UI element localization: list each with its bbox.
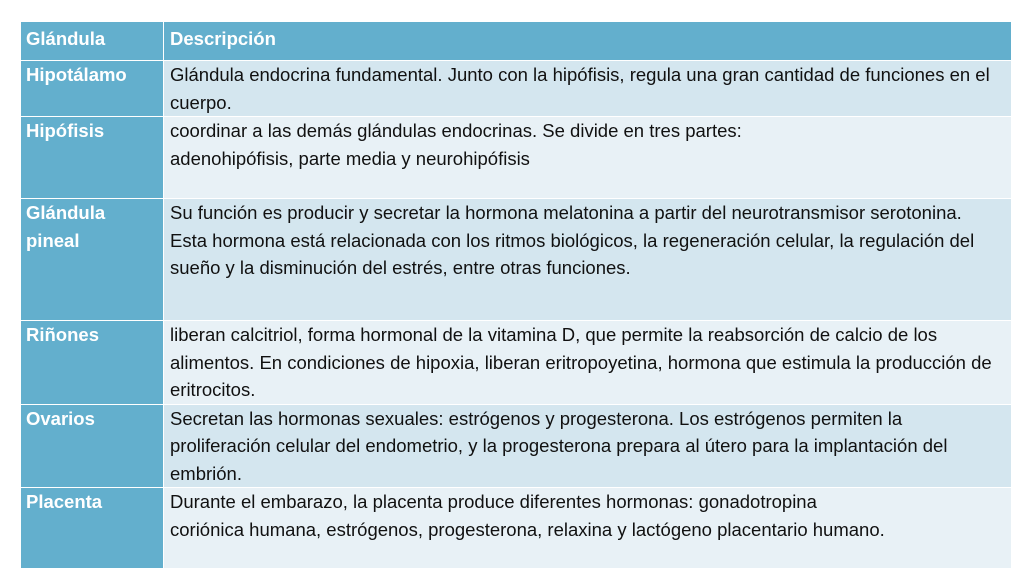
glandula-description: Glándula endocrina fundamental. Junto con la hipófisis, regula una gran cantidad de funciones en el cuerpo.: [164, 61, 1012, 117]
glandula-description: liberan calcitriol, forma hormonal de la vitamina D, que permite la reabsorción de calcio de los alimentos. En condiciones de hipoxia, liberan eritropoyetina, hormona que estimula la producción de eritrocitos.: [164, 321, 1012, 405]
glandula-name: Placenta: [21, 488, 164, 569]
glandula-description: [164, 488, 1012, 569]
table-row: [21, 488, 1012, 569]
header-glandula: Glándula: [21, 22, 164, 61]
table-header-row: [21, 22, 1012, 61]
table-row: [21, 199, 1012, 321]
table-row: [21, 61, 1012, 117]
description-line: coriónica humana, estrógenos, progesterona, relaxina y lactógeno placentario humano.: [170, 518, 885, 540]
glandula-description: [164, 117, 1012, 199]
table-row: [21, 117, 1012, 199]
glandula-name: Ovarios: [21, 404, 164, 488]
description-line: coordinar a las demás glándulas endocrinas. Se divide en tres partes:: [170, 120, 742, 141]
glandula-description: Su función es producir y secretar la hormona melatonina a partir del neurotransmisor serotonina. Esta hormona está relacionada con los ritmos biológicos, la regeneración celular, la regulación del sueño y la disminución del estrés, entre otras funciones.: [164, 199, 1012, 321]
glandula-name: Hipotálamo: [21, 61, 164, 117]
glandulas-table: [20, 21, 1012, 569]
description-line: adenohipófisis, parte media y neurohipófisis: [170, 147, 530, 169]
table-row: [21, 321, 1012, 405]
description-line: Durante el embarazo, la placenta produce diferentes hormonas: gonadotropina: [170, 491, 817, 512]
table-row: [21, 404, 1012, 488]
glandula-name: Glándula pineal: [21, 199, 164, 321]
glandula-description: Secretan las hormonas sexuales: estrógenos y progesterona. Los estrógenos permiten la proliferación celular del endometrio, y la progesterona prepara al útero para la implantación del embrión.: [164, 404, 1012, 488]
glandula-name: Riñones: [21, 321, 164, 405]
glandula-name: Hipófisis: [21, 117, 164, 199]
header-descripcion: Descripción: [164, 22, 1012, 61]
